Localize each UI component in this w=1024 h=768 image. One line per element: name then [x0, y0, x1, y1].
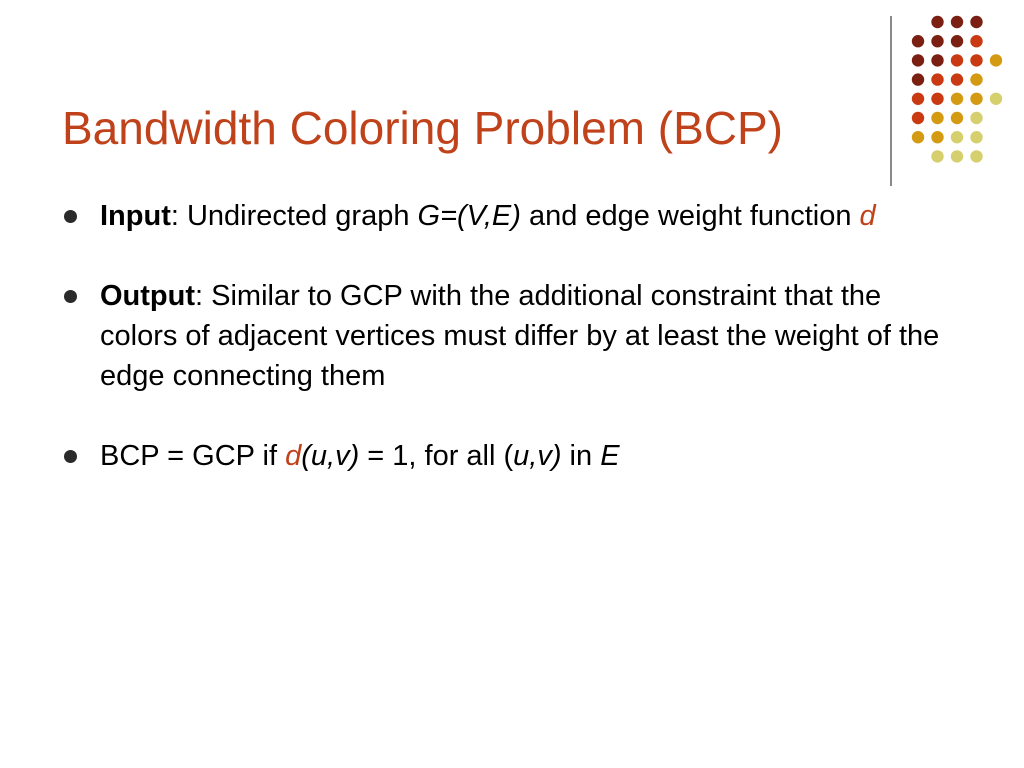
decorative-dot: [990, 93, 1002, 105]
decorative-dot: [970, 35, 982, 47]
decorative-dot: [951, 112, 963, 124]
decorative-dot: [931, 16, 943, 28]
decorative-dot: [970, 93, 982, 105]
bullet-output: [62, 276, 962, 396]
weight-function-symbol: d: [859, 200, 876, 232]
bullet-term-input: Input: [100, 200, 171, 232]
decorative-dot: [951, 16, 963, 28]
decorative-dot: [951, 150, 963, 162]
decorative-dot: [931, 35, 943, 47]
decorative-dot: [931, 54, 943, 66]
decorative-dot: [970, 73, 982, 85]
decorative-dot: [931, 73, 943, 85]
weight-function-symbol: d: [285, 440, 302, 472]
decorative-dot: [951, 131, 963, 143]
bullet-separator: :: [170, 200, 179, 232]
decorative-dot: [970, 16, 982, 28]
graph-notation: G=(V,E): [417, 200, 521, 232]
slide-title: Bandwidth Coloring Problem (BCP): [62, 102, 783, 154]
decorative-dot: [931, 112, 943, 124]
bullet-marker: [64, 210, 77, 223]
decorative-dot: [912, 54, 924, 66]
bullet-list: [62, 196, 962, 516]
bullet-equivalence: [62, 436, 962, 476]
decorative-dot: [951, 35, 963, 47]
edge-notation: u,v): [513, 440, 562, 472]
decorative-dot: [970, 150, 982, 162]
bullet-text: Undirected graph: [178, 200, 418, 232]
decorative-dot: [912, 112, 924, 124]
bullet-separator: :: [195, 280, 204, 312]
bullet-input: [62, 196, 962, 236]
decorative-dot: [970, 54, 982, 66]
decorative-dot: [951, 93, 963, 105]
decorative-dot: [912, 93, 924, 105]
title-divider-line: [890, 16, 892, 186]
bullet-marker: [64, 450, 77, 463]
decorative-dot: [931, 150, 943, 162]
bullet-text: and edge weight function: [520, 200, 860, 232]
decorative-dot: [970, 112, 982, 124]
decorative-dot: [912, 131, 924, 143]
decorative-dot: [912, 73, 924, 85]
bullet-term-output: Output: [100, 280, 196, 312]
bullet-text: in: [561, 440, 601, 472]
edge-set-symbol: E: [600, 440, 620, 472]
decorative-dot: [912, 35, 924, 47]
decorative-dot: [990, 54, 1002, 66]
bullet-text: BCP = GCP if: [100, 440, 286, 472]
decorative-dot: [951, 54, 963, 66]
decorative-dot: [931, 93, 943, 105]
decorative-dot: [931, 131, 943, 143]
edge-notation: (u,v): [301, 440, 360, 472]
bullet-text: Similar to GCP with the additional constraint that the colors of adjacent vertices must differ by at least the weight of the edge connecting them: [100, 280, 940, 392]
decorative-dot: [970, 131, 982, 143]
decorative-dot: [951, 73, 963, 85]
bullet-marker: [64, 290, 77, 303]
bullet-text: = 1, for all (: [359, 440, 514, 472]
